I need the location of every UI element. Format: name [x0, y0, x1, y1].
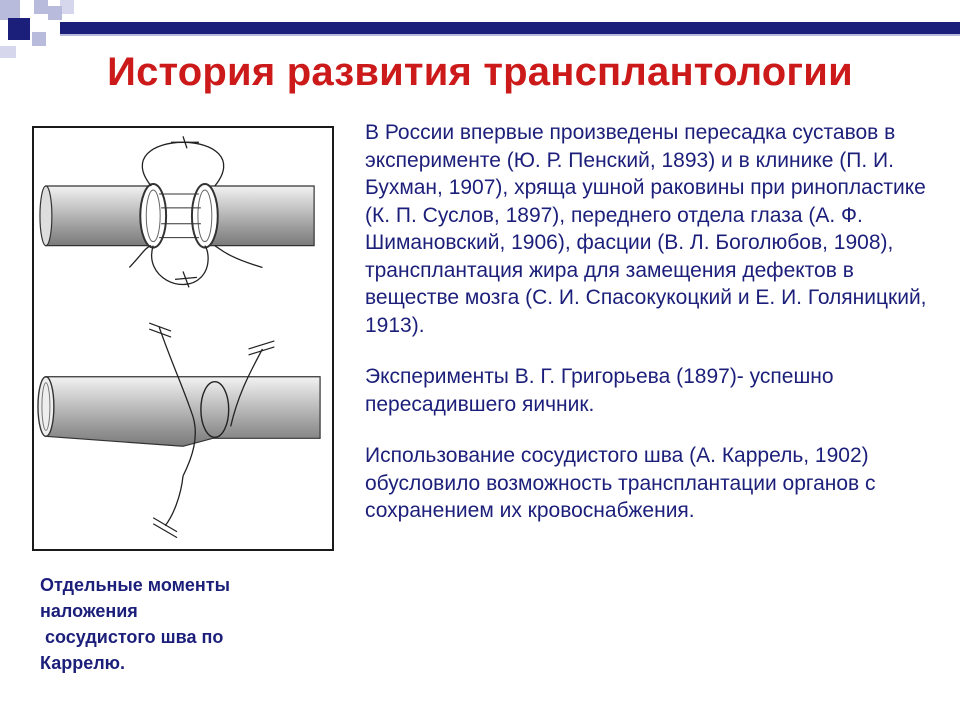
paragraph-carrel: Использование сосудистого шва (А. Каррель, 1902) обусловило возможность трансплантации органов с сохранением их кровоснабжения.	[365, 444, 876, 522]
figure-caption	[40, 572, 340, 676]
slide-title: История развития трансплантологии	[107, 50, 853, 94]
body-text	[365, 119, 935, 525]
paragraph-grigoriev: Эксперименты В. Г. Григорьева (1897)- успешно пересадившего яичник.	[365, 365, 834, 416]
caption-line: Отдельные моменты	[40, 575, 230, 595]
paragraph-transplant-history: В России впервые произведены пересадка суставов в эксперименте (Ю. Р. Пенский, 1893) и в клинике (П. И. Бухман, 1907), хряща ушной раковины при ринопластике (К. П. Суслов, 1897), переднего отдела глаза (А. Ф. Шимановский, 1906), фасции (В. Л. Боголюбов, 1908), трансплантация жира для замещения дефектов в веществе мозга (С. И. Спасокукоцкий и Е. И. Голяницкий, 1913).	[365, 121, 927, 337]
vascular-suture-illustration	[32, 126, 334, 551]
caption-line: наложения	[40, 601, 138, 621]
caption-line: Каррелю.	[40, 653, 126, 673]
caption-line: сосудистого шва по	[40, 627, 224, 647]
